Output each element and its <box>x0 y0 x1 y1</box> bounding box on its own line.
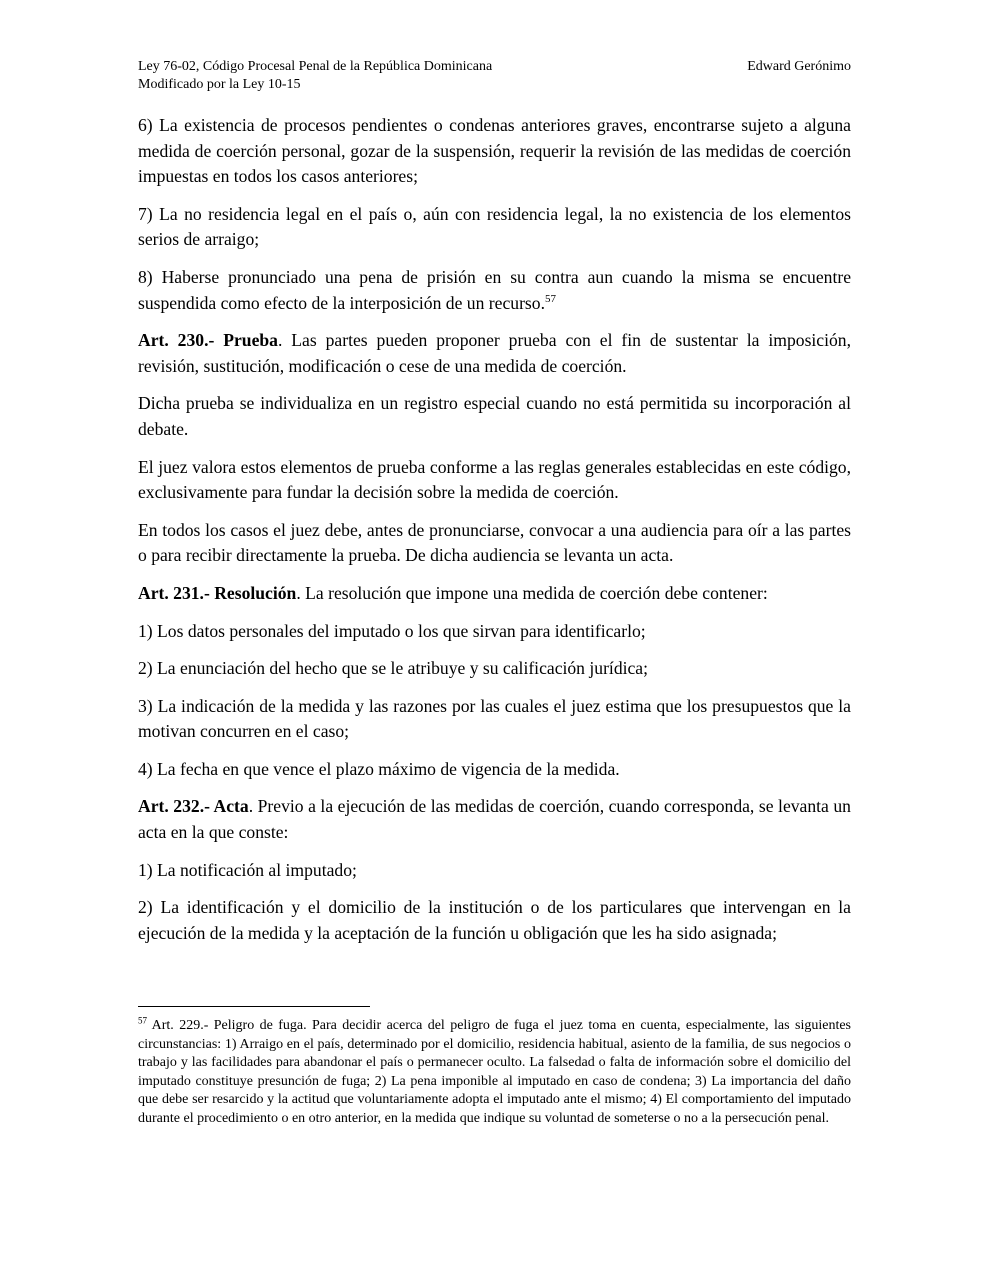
paragraph: 3) La indicación de la medida y las razones por las cuales el juez estima que los presupuestos que la motivan concurren en el caso; <box>138 695 851 742</box>
paragraph: 1) La notificación al imputado; <box>138 859 357 880</box>
header-title: Ley 76-02, Código Procesal Penal de la República Dominicana <box>138 59 493 74</box>
paragraph: Dicha prueba se individualiza en un registro especial cuando no está permitida su incorporación al debate. <box>138 393 851 439</box>
document-body <box>138 113 851 958</box>
paragraph: 1) Los datos personales del imputado o los que sirvan para identificarlo; <box>138 620 646 641</box>
footnote-separator <box>138 1006 370 1007</box>
article-232: Art. 232.- Acta. Previo a la ejecución de las medidas de coerción, cuando corresponda, se levanta un acta en la que conste: <box>138 796 851 843</box>
footnote-text: Art. 229.- Peligro de fuga. Para decidir acerca del peligro de fuga el juez toma en cuenta, especialmente, las siguientes circunstancias: 1) Arraigo en el país, determinado por el domicilio, residencia habitual, asiento de la familia, de sus negocios o trabajo y las facilidades para abandonar el país o permanecer oculto. La falsedad o falta de información sobre el domicilio del imputado constituye presunción de fuga; 2) La pena imponible al imputado en caso de condena; 3) La importancia del daño que debe ser resarcido y la actitud que voluntariamente adopta el imputado ante el mismo; 4) El comportamiento del imputado durante el procedimiento o en otro anterior, en la medida que indique su voluntad de someterse o no a la persecución penal. <box>138 1018 851 1126</box>
footnote <box>138 1017 851 1129</box>
paragraph: 2) La enunciación del hecho que se le atribuye y su calificación jurídica; <box>138 658 649 679</box>
paragraph: 2) La identificación y el domicilio de la institución o de los particulares que intervengan en la ejecución de la medida y la aceptación de la función u obligación que les ha sido asignada; <box>138 897 851 943</box>
paragraph: 6) La existencia de procesos pendientes o condenas anteriores graves, encontrarse sujeto a alguna medida de coerción personal, gozar de la suspensión, requerir la revisión de las medidas de coerción impuestas en todos los casos anteriores; <box>138 115 851 187</box>
footnote-number: 57 <box>138 1015 147 1026</box>
article-230: Art. 230.- Prueba. Las partes pueden proponer prueba con el fin de sustentar la imposición, revisión, sustitución, modificación o cese de una medida de coerción. <box>138 330 851 376</box>
page-header <box>138 58 851 94</box>
header-subtitle: Modificado por la Ley 10-15 <box>138 77 301 92</box>
paragraph: 8) Haberse pronunciado una pena de prisión en su contra aun cuando la misma se encuentre suspendida como efecto de la interposición de un recurso.$^{57}$ <box>138 266 851 313</box>
header-author: Edward Gerónimo <box>747 59 851 74</box>
article-231: Art. 231.- Resolución. La resolución que impone una medida de coerción debe contener: <box>138 582 768 603</box>
article-heading: Art. 232.- Acta <box>138 796 249 817</box>
paragraph: 4) La fecha en que vence el plazo máximo de vigencia de la medida. <box>138 758 620 779</box>
article-heading: Art. 230.- Prueba <box>138 330 278 351</box>
article-heading: Art. 231.- Resolución <box>138 582 297 603</box>
paragraph: En todos los casos el juez debe, antes de pronunciarse, convocar a una audiencia para oír a las partes o para recibir directamente la prueba. De dicha audiencia se levanta un acta. <box>138 519 851 566</box>
paragraph: 7) La no residencia legal en el país o, aún con residencia legal, la no existencia de los elementos serios de arraigo; <box>138 203 851 250</box>
footnote-reference[interactable]: 57 <box>544 292 556 305</box>
header-row <box>138 58 851 76</box>
paragraph: El juez valora estos elementos de prueba conforme a las reglas generales establecidas en este código, exclusivamente para fundar la decisión sobre la medida de coerción. <box>138 456 851 503</box>
